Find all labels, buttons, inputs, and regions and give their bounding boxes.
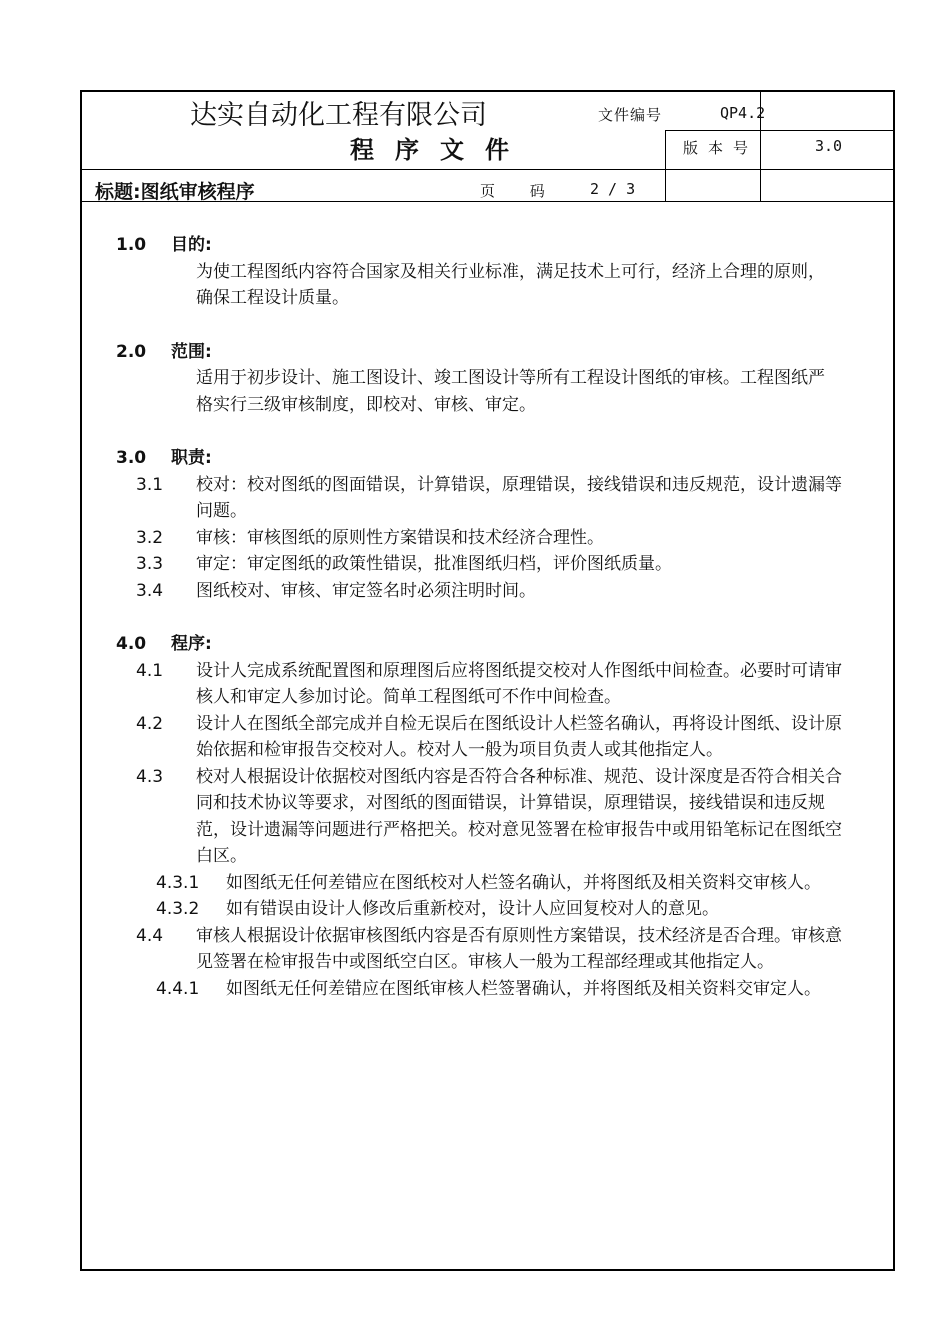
item-number: 4.4 xyxy=(136,925,164,946)
item-text: 校对：校对图纸的图面错误，计算错误，原理错误，接线错误和违反规范，设计遗漏等问题。 xyxy=(196,474,842,521)
item-text: 审核人根据设计依据审核图纸内容是否有原则性方案错误，技术经济是否合理。审核意见签署在检审报告中或图纸空白区。审核人一般为工程部经理或其他指定人。 xyxy=(196,925,842,972)
list-item xyxy=(80,525,895,552)
item-number: 4.1 xyxy=(136,660,164,681)
section-number: 4.0 xyxy=(116,634,147,654)
company-name: 达实自动化工程有限公司 xyxy=(190,100,487,131)
item-text: 图纸校对、审核、审定签名时必须注明时间。 xyxy=(196,580,536,601)
item-text: 审定：审定图纸的政策性错误，批准图纸归档，评价图纸质量。 xyxy=(196,554,672,574)
item-text: 校对人根据设计依据校对图纸内容是否符合各种标准、规范、设计深度是否符合相关合同和技术协议等要求，对图纸的图面错误，计算错误，原理错误，接线错误和违反规范，设计遗漏等问题进行严格把关。校对意见签署在检审报告中或用铅笔标记在图纸空白区。 xyxy=(196,766,842,866)
sub-list-item xyxy=(80,896,895,923)
section-title: 职责: xyxy=(171,448,212,468)
item-number: 3.4 xyxy=(136,580,164,601)
item-text: 如有错误由设计人修改后重新校对，设计人应回复校对人的意见。 xyxy=(226,899,719,919)
item-text: 设计人完成系统配置图和原理图后应将图纸提交校对人作图纸中间检查。必要时可请审核人和审定人参加讨论。简单工程图纸可不作中间检查。 xyxy=(196,660,842,707)
list-item xyxy=(80,658,895,711)
section-title: 程序: xyxy=(171,634,212,654)
item-number: 4.3.2 xyxy=(156,899,200,919)
item-text: 审核：审核图纸的原则性方案错误和技术经济合理性。 xyxy=(196,527,604,548)
version-label: 版本号 xyxy=(683,139,759,157)
list-item xyxy=(80,472,895,525)
list-item xyxy=(80,711,895,764)
section-number: 1.0 xyxy=(116,235,147,255)
section-heading xyxy=(116,445,895,472)
sub-list-item xyxy=(80,870,895,897)
section-text: 为使工程图纸内容符合国家及相关行业标准，满足技术上可行，经济上合理的原则，确保工程设计质量。 xyxy=(196,261,825,308)
section-heading xyxy=(116,232,895,259)
item-text: 如图纸无任何差错应在图纸审核人栏签署确认，并将图纸及相关资料交审定人。 xyxy=(226,978,821,999)
item-number: 4.4.1 xyxy=(156,978,200,999)
page-value: 2 / 3 xyxy=(590,180,636,198)
document-title: 标题:图纸审核程序 xyxy=(95,181,255,203)
list-item xyxy=(80,551,895,578)
list-item xyxy=(80,764,895,870)
section-number: 2.0 xyxy=(116,341,147,362)
document-body xyxy=(80,232,895,1002)
item-number: 4.3.1 xyxy=(156,872,200,893)
document-type: 程序文件 xyxy=(350,136,530,164)
item-number: 3.1 xyxy=(136,474,164,495)
doc-number-value: QP4.2 xyxy=(720,104,766,122)
item-number: 3.2 xyxy=(136,527,164,548)
header-divider-1 xyxy=(665,130,895,131)
item-text: 如图纸无任何差错应在图纸校对人栏签名确认，并将图纸及相关资料交审核人。 xyxy=(226,872,821,893)
item-number: 3.3 xyxy=(136,554,164,574)
list-item xyxy=(80,923,895,976)
section-title: 目的: xyxy=(171,235,212,255)
item-number: 4.2 xyxy=(136,713,164,734)
section-number: 3.0 xyxy=(116,448,147,468)
header-vline-1 xyxy=(665,130,666,201)
section-text: 适用于初步设计、施工图设计、竣工图设计等所有工程设计图纸的审核。工程图纸严格实行三级审核制度，即校对、审核、审定。 xyxy=(196,368,825,415)
page-label: 页 码 xyxy=(480,182,545,200)
header-divider-2 xyxy=(80,169,895,170)
section-heading xyxy=(116,339,895,366)
version-value: 3.0 xyxy=(815,137,843,155)
section-title: 范围: xyxy=(171,341,212,362)
item-number: 4.3 xyxy=(136,766,164,787)
doc-number-label: 文件编号 xyxy=(598,106,663,124)
sub-list-item xyxy=(80,976,895,1003)
item-text: 设计人在图纸全部完成并自检无误后在图纸设计人栏签名确认，再将设计图纸、设计原始依据和检审报告交校对人。校对人一般为项目负责人或其他指定人。 xyxy=(196,713,842,760)
section-heading xyxy=(116,631,895,658)
list-item xyxy=(80,578,895,605)
